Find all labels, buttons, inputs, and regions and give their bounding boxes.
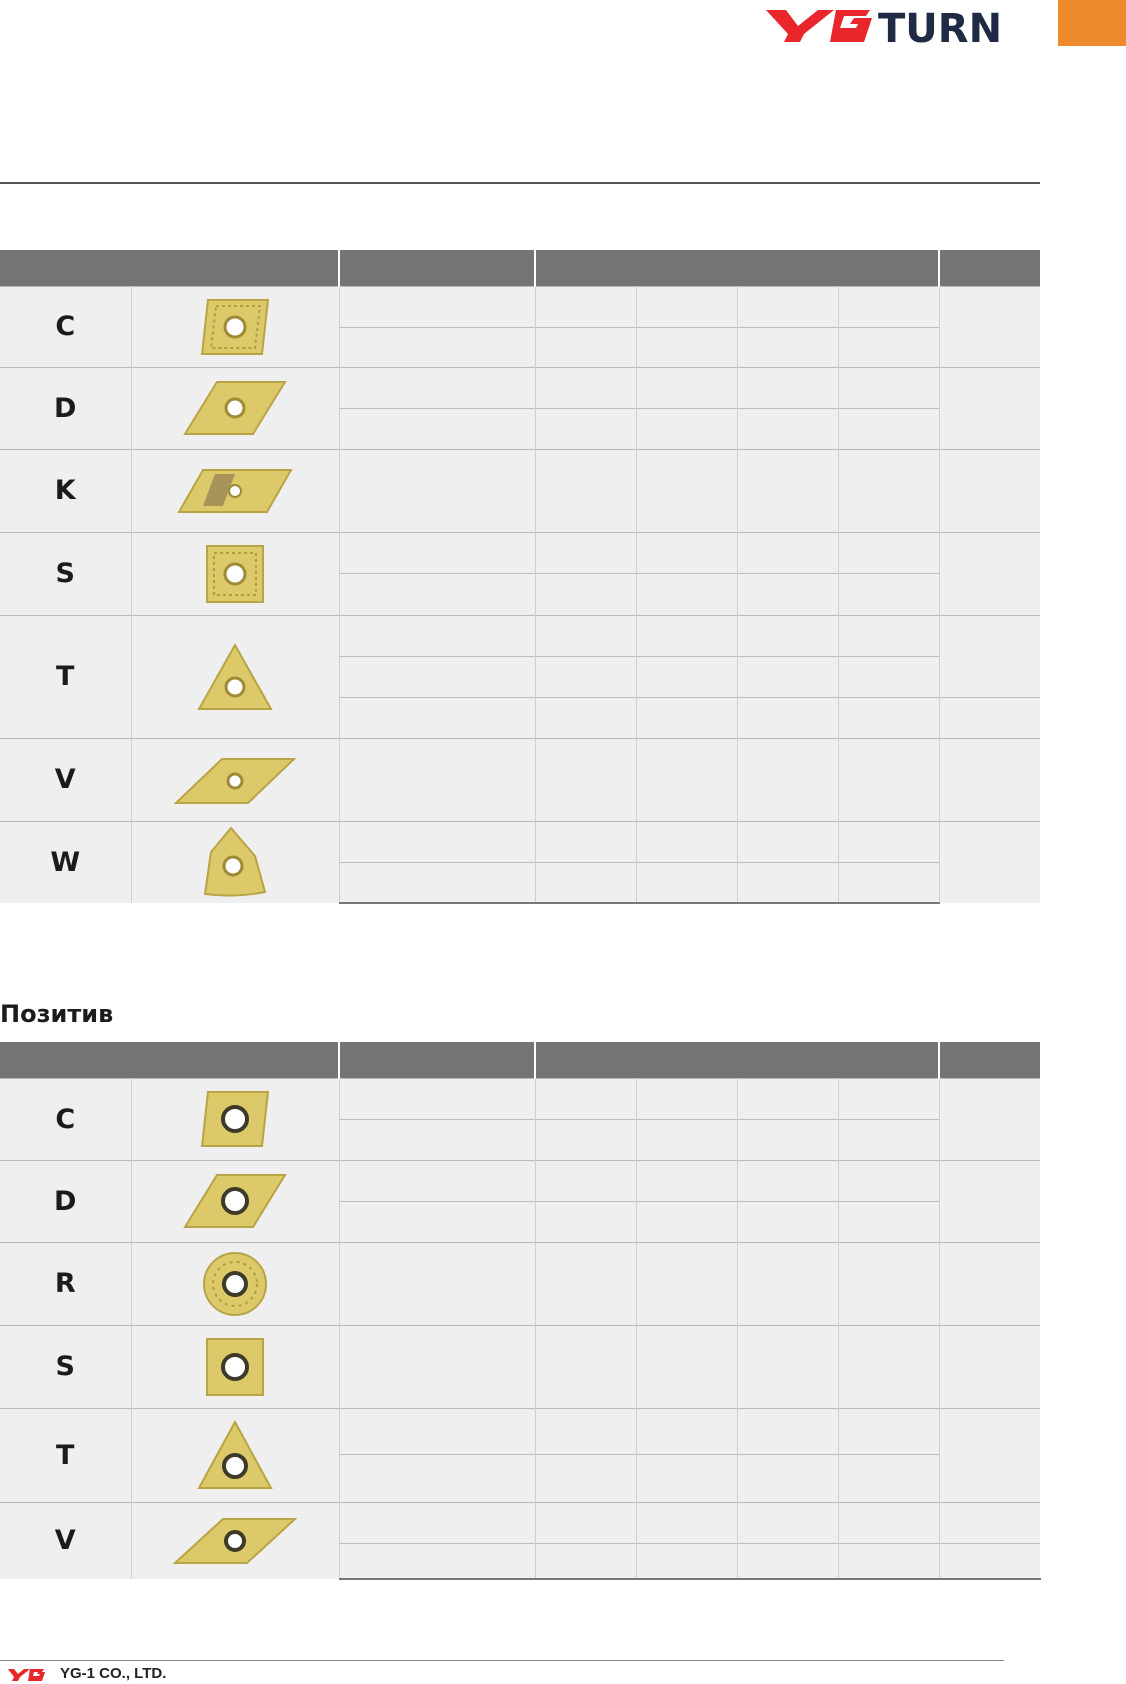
yg-logo-mark	[766, 10, 872, 42]
round-insert-icon	[200, 1249, 270, 1319]
table-row	[0, 286, 1040, 327]
footer-divider	[0, 1660, 1004, 1661]
shape-letter: S	[0, 532, 131, 615]
shape-letter: R	[0, 1242, 131, 1325]
positive-inserts-table	[0, 1042, 1041, 1580]
header-cell-page	[939, 250, 1040, 286]
table-row	[0, 615, 1040, 656]
rhombus-insert-icon	[181, 1169, 289, 1233]
table-row	[0, 449, 1040, 532]
insert-image-d	[131, 367, 339, 449]
insert-image-c	[131, 286, 339, 367]
turn-wordmark: TURN	[878, 6, 1003, 48]
insert-image-r	[131, 1242, 339, 1325]
rhombus-insert-icon	[196, 1086, 274, 1152]
table-header-row	[0, 1042, 1040, 1078]
rhombus-insert-icon	[171, 1515, 299, 1567]
insert-image-w	[131, 821, 339, 903]
triangle-insert-icon	[195, 641, 275, 713]
shape-letter: D	[0, 367, 131, 449]
table-row	[0, 367, 1040, 408]
insert-image-t	[131, 1408, 339, 1502]
table-row	[0, 738, 1040, 821]
table-row	[0, 821, 1040, 862]
rhombus-insert-icon	[196, 294, 274, 360]
header-cell-insert	[0, 250, 339, 286]
rhombus-insert-icon	[175, 466, 295, 516]
header-cell-page	[939, 1042, 1040, 1078]
shape-letter: D	[0, 1160, 131, 1242]
shape-letter: C	[0, 286, 131, 367]
table-row	[0, 1160, 1040, 1201]
shape-letter: V	[0, 738, 131, 821]
yg-footer-logo-icon	[6, 1666, 54, 1682]
shape-letter: K	[0, 449, 131, 532]
negative-inserts-table	[0, 250, 1041, 904]
table-row	[0, 532, 1040, 573]
header-cell-insert	[0, 1042, 339, 1078]
rhombus-insert-icon	[172, 753, 298, 807]
table-row	[0, 1408, 1040, 1454]
insert-image-v	[131, 1502, 339, 1579]
shape-letter: W	[0, 821, 131, 903]
table-row	[0, 1502, 1040, 1543]
square-insert-icon	[202, 1334, 268, 1400]
shape-letter: S	[0, 1325, 131, 1408]
shape-letter: T	[0, 1408, 131, 1502]
header-cell-chipbreaker	[339, 1042, 535, 1078]
table-row	[0, 1325, 1040, 1408]
header-cell-grades	[535, 250, 939, 286]
positive-section-title: Позитив	[0, 1000, 114, 1028]
trigon-insert-icon	[197, 824, 273, 900]
triangle-insert-icon	[195, 1418, 275, 1492]
footer-company-name: YG-1 CO., LTD.	[60, 1665, 167, 1682]
insert-image-t	[131, 615, 339, 738]
square-insert-icon	[202, 541, 268, 607]
shape-letter: C	[0, 1078, 131, 1160]
shape-letter: V	[0, 1502, 131, 1579]
table-header-row	[0, 250, 1040, 286]
insert-image-s	[131, 532, 339, 615]
yg-turn-logo	[760, 2, 1040, 48]
insert-image-s	[131, 1325, 339, 1408]
table-row	[0, 1078, 1040, 1119]
insert-image-d	[131, 1160, 339, 1242]
insert-image-c	[131, 1078, 339, 1160]
header-cell-grades	[535, 1042, 939, 1078]
insert-image-k	[131, 449, 339, 532]
rhombus-insert-icon	[181, 376, 289, 440]
top-divider	[0, 182, 1040, 184]
header-cell-chipbreaker	[339, 250, 535, 286]
section-tab-marker	[1058, 0, 1126, 46]
insert-image-v	[131, 738, 339, 821]
shape-letter: T	[0, 615, 131, 738]
table-row	[0, 1242, 1040, 1325]
